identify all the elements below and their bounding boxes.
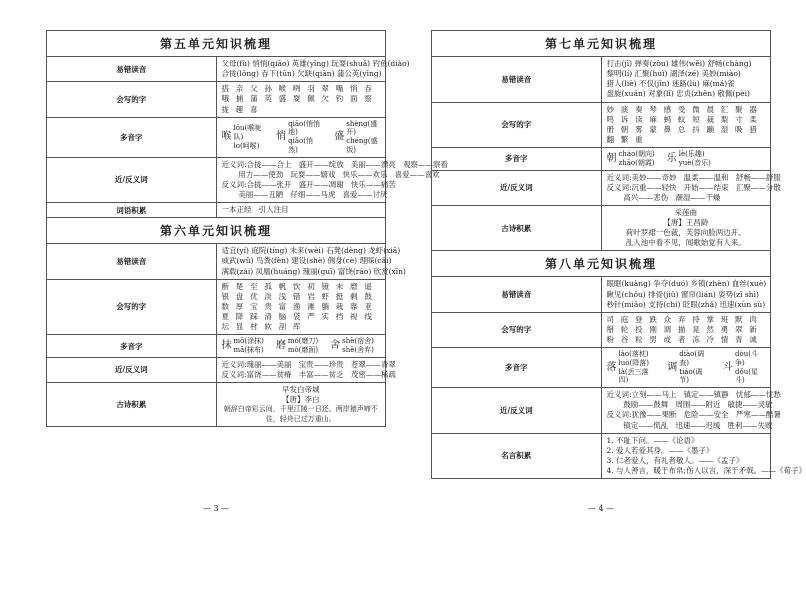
u6-yicuo-content: 适宜(yí) 庭院(tíng) 未来(wèi) 石凳(dèng) 龙虾(xiā) 威武(wǔ) 鸟粪(fèn) 建设(shè) 侧身(cè) 理睬(cǎi) 满载(zài) 凤凰(huáng) 瑰丽(guī) 富饶(ráo) 欣赏(xīn) xyxy=(216,244,386,279)
u6-huixie-label: 会写的字 xyxy=(47,279,217,335)
poly-group: 斗 dòu(斗争) dǒu(星斗) xyxy=(723,350,758,385)
u6-gushi-label: 古诗积累 xyxy=(47,383,217,427)
poem-line: 乱入池中看不见，闻歌始觉有人来。 xyxy=(625,238,746,248)
unit5-table xyxy=(46,30,448,427)
u6-duoyin-content xyxy=(216,335,386,358)
poly-group: 悄 qiāo(悄悄地) qiǎo(悄然) xyxy=(276,119,320,154)
unit7-title: 第七单元知识梳理 xyxy=(544,37,657,51)
u5-yicuo-label: 易错读音 xyxy=(47,57,217,82)
poly-group: 喉 lóu(喉咙队) lo(呵喉) xyxy=(221,124,262,150)
poem-title: 采莲曲 xyxy=(674,207,697,217)
u5-yicuo-content: 父母(fù) 悄悄(qiāo) 英雄(yīng) 玩耍(shuǎ) 钓鱼(diào) 合拢(lǒng) 吞下(tūn) 欠缺(qiàn) 蒲公英(yīng) xyxy=(216,57,386,82)
u6-gushi-content xyxy=(216,383,386,427)
poly-group: 调 diào(调查) tiáo(调节) xyxy=(667,350,705,385)
poly-group: 乐 lè(乐趣) yuè(音乐) xyxy=(666,150,711,167)
u7-jinfan-content: 近义词:美妙——奇妙 温柔——温和 舒畅——舒服 反义词:沉重——轻快 开始——结束 汇聚——分散 高兴——悲伤 潮湿——干燥 xyxy=(601,170,771,205)
poem-author: 【唐】王昌龄 xyxy=(663,218,709,227)
u8-duoyin-label: 多音字 xyxy=(432,348,602,388)
u8-huixie-chars: 司 庭 登 跌 众 弃 持 掌 班 默 肉 掰 轮 投 刚 调 描 晃 然 勇 翠 新 粉 谷 粒 男 或 者 冻 冷 情 青 诚 xyxy=(601,312,771,347)
u6-huixie-chars: 断 楚 至 孤 帆 饮 初 镜 未 磨 遥 银 盘 优 淡 浅 错 岩 虾 挺 剩 鼓 数 厚 宝 贵 富 渔 滩 躺 栽 靠 亚 夏 降 踩 清 脑 袋 严 实 挡 视 线 坛 显 材 软 剖 库 xyxy=(216,279,386,335)
poem-author: 【唐】李白 xyxy=(282,395,320,405)
u5-duoyin-label: 多音字 xyxy=(47,117,217,157)
page-number-4: — 4 — xyxy=(587,504,615,513)
left-page xyxy=(46,30,448,427)
poem-title: 早发白帝城 xyxy=(282,385,320,394)
u7-huixie-label: 会写的字 xyxy=(432,102,602,148)
u7-jinfan-label: 近/反义词 xyxy=(432,170,602,205)
u5-ciyu-content: 一本正经 引人注目 xyxy=(216,203,386,218)
u7-gushi-label: 古诗积累 xyxy=(432,205,602,251)
poly-group: 朝 cháo(朝向) zhāo(朝霞) xyxy=(606,150,655,167)
u5-huixie-chars: 搭 亲 父 孙 喉 咧 羽 翠 嘴 悄 吞 哦 捕 蒲 英 盛 耍 佩 欠 钓 面 察 拢 趣 喜 xyxy=(216,82,386,117)
u7-duoyin-content xyxy=(601,148,771,171)
poly-group: 盛 shèng(盛开) chéng(盛饭) xyxy=(334,119,378,154)
u8-huixie-label: 会写的字 xyxy=(432,312,602,347)
poem-line: 朝辞白帝彩云间，千里江陵一日还。两岸猿声啼不住，轻舟已过万重山。 xyxy=(223,405,378,423)
u6-jinfan-content: 近义词:瑰丽——美丽 宝贵——珍贵 苍翠——青翠 反义词:富饶——贫瘠 丰富——贫乏 茂密——稀疏 xyxy=(216,357,386,382)
u5-duoyin-content xyxy=(216,117,386,157)
unit6-title: 第六单元知识梳理 xyxy=(159,224,272,239)
poly-group: 磨 mó(磨刀) mò(磨面) xyxy=(275,337,319,354)
u8-mingyan-label: 名言积累 xyxy=(432,433,602,479)
u7-duoyin-label: 多音字 xyxy=(432,148,602,171)
u6-yicuo-label: 易错读音 xyxy=(47,244,217,279)
u6-duoyin-label: 多音字 xyxy=(47,335,217,358)
u8-yicuo-label: 易错读音 xyxy=(432,277,602,312)
u5-ciyu-label: 词语积累 xyxy=(47,203,217,218)
u5-jinfan-label: 近/反义词 xyxy=(47,157,217,203)
u8-jinfan-label: 近/反义词 xyxy=(432,388,602,434)
u7-yicuo-content: 打击(jī) 弹奏(zòu) 雄伟(wěi) 舒畅(chàng) 黎明(lí) 汇聚(huì) 湖泽(zé) 美妙(miào) 猎人(liè) 不仅(jǐn) 迷路(lù) 麻(má)雀 盘旋(xuán) 对象(lǐ) 忠贞(zhēn) 敬佩(pèi) xyxy=(601,57,771,103)
unit8-title: 第八单元知识梳理 xyxy=(544,257,657,272)
u8-duoyin-content xyxy=(601,348,771,388)
u7-yicuo-label: 易错读音 xyxy=(432,57,602,103)
poly-group: 抹 mǒ(涂抹) mā(抹布) xyxy=(221,337,264,354)
u8-yicuo-content: 眼眶(kuàng) 争夺(duó) 乡镇(zhèn) 血丝(xuè) 瞅见(chǒu) 排骨(jiǔ) 窗帘(lián) 姿势(zī shì) 秒针(miǎo) 支持(chí) 眨眼(zhǎ) 迅速(xùn sù) xyxy=(601,277,771,312)
poem-line: 荷叶罗裙一色裁，芙蓉向脸两边开。 xyxy=(625,228,746,238)
u6-jinfan-label: 近/反义词 xyxy=(47,357,217,382)
u5-jinfan-content: 近义词:合拢——合上 盛开——绽放 美丽——漂亮 观察——察看 用力——使劲 玩耍——嬉戏 快乐——欢乐 喜爱——喜欢 反义词:合拢——张开 盛开——凋谢 快乐——痛苦 美丽——丑陋 仔细——马虎 喜爱——讨厌 xyxy=(216,157,386,203)
unit5-title: 第五单元知识梳理 xyxy=(159,37,272,51)
u8-mingyan-content: 1. 不耻下问。——《论语》 2. 爱人若爱其身。——《墨子》 3. 仁者爱人，有礼者敬人。——《孟子》 4. 与人善言，暖于布帛;伤人以言，深于矛戟。——《荀子》 xyxy=(601,433,771,479)
u5-huixie-label: 会写的字 xyxy=(47,82,217,117)
u7-huixie-chars: 妙 演 奏 琴 感 受 微 晨 汇 聚 器 鸣 诉 读 麻 蚂 蚁 短 裁 梨 寸 柔 册 朝 雾 蒙 鼻 总 抖 蹦 湿 吸 猎 翻 繁 重 xyxy=(601,102,771,148)
right-page xyxy=(431,30,806,479)
poly-group: 舍 shè(宿舍) shě(舍弃) xyxy=(330,337,374,354)
u7-gushi-content xyxy=(601,205,771,251)
page-number-3: — 3 — xyxy=(202,504,230,513)
u8-jinfan-content: 近义词:立刻——马上 镇定——镇静 忧郁——忧愁 鼓励——鼓舞 周围——附近 敏捷——灵敏 反义词:犹豫——果断 危险——安全 严寒——酷暑 镇定——慌乱 迅速——迟缓 胜利——失败 xyxy=(601,388,771,434)
unit7-table xyxy=(431,30,806,479)
poly-group: 落 lào(落枕) luò(降落) là(丢三落四) xyxy=(606,350,649,385)
